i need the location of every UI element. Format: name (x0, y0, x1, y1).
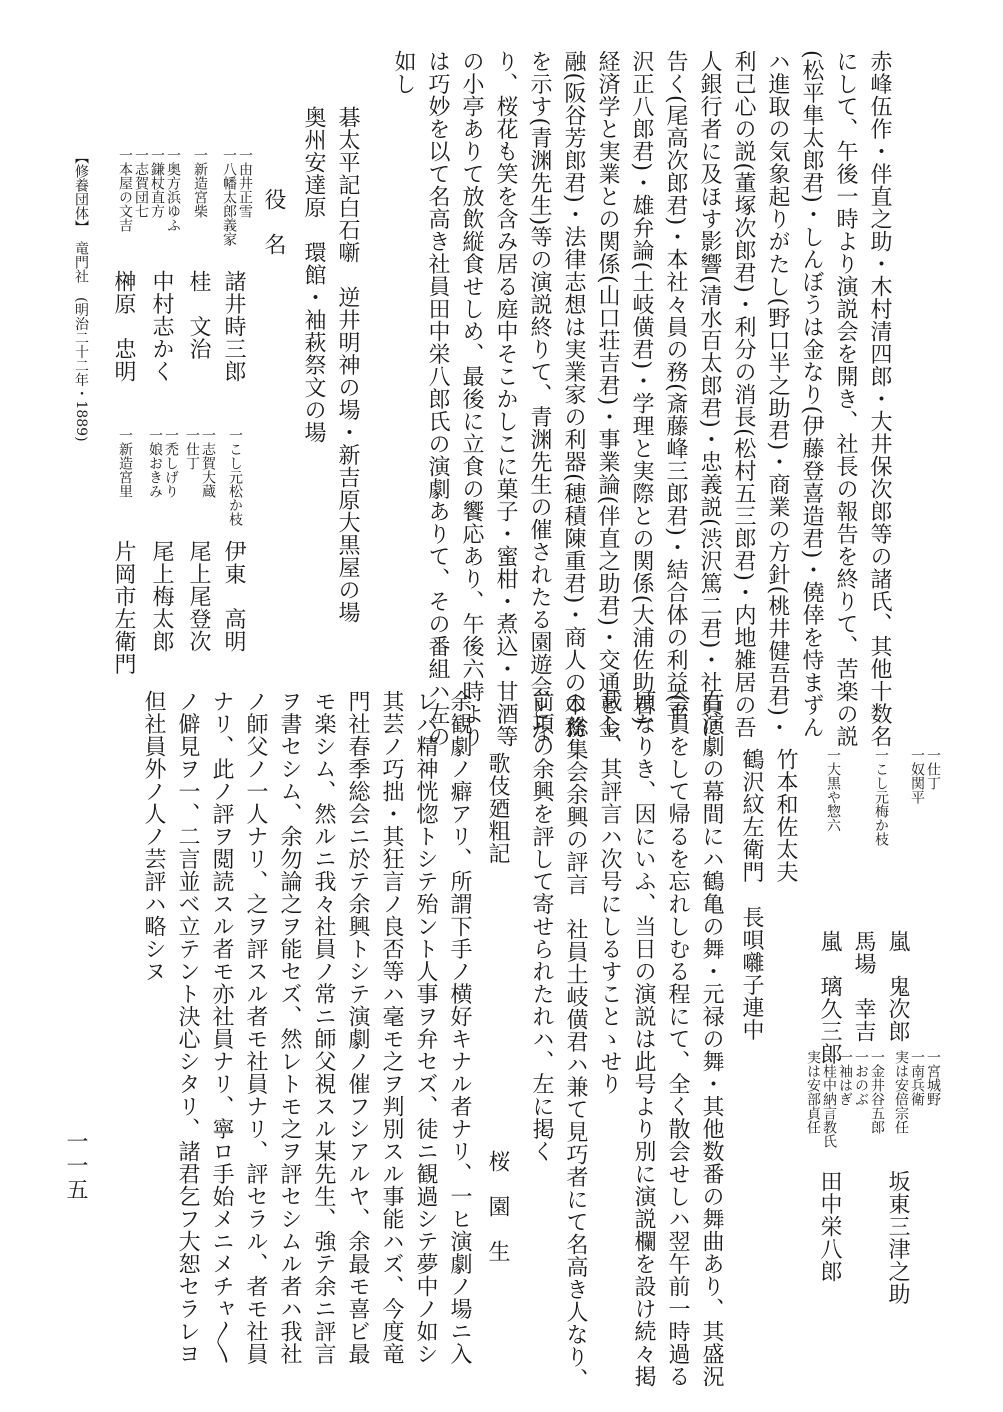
review-title: 歌伎廼粗記 (485, 752, 510, 865)
text-line: の小亭ありて放飲縦食せしめ、最後に立食の饗応あり、午後六時より (459, 50, 484, 748)
cast-actor: 馬場 幸吉 (851, 930, 876, 1043)
text-line: 利己心の説(董塚次郎君)・利分の消長(松村五三郎君)・内地雑居の吾 (731, 50, 756, 739)
text-line: ヲ書セシム、余勿論之ヲ能セズ、然レトモ之ヲ評セシムル者ハ我社 (277, 690, 302, 1365)
cast-actor: 尾上梅太郎 (149, 540, 174, 653)
page-number: 一一五 (63, 1130, 88, 1202)
text-line: 右演劇の幕間にハ鶴亀の舞・元禄の舞・其他数番の舞曲あり、其盛況 (699, 690, 724, 1388)
text-line: 頃なりき、因にいふ、当日の演説は此号より別に演説欄を設け続々掲 (631, 690, 656, 1388)
cast-actor: 嵐 鬼次郎 (885, 930, 910, 1043)
cast-role: 一禿しげり (163, 428, 179, 498)
text-line: 赤峰伍作・伴直之助・木村清四郎・大井保次郎等の諸氏、其他十数名 (867, 50, 892, 748)
review-intro: 前項の余興を評して寄せられたれハ、左に掲く (529, 690, 554, 1163)
cast-role: 一志賀団七 (133, 148, 149, 218)
cast-actor: 片岡市左衛門 (111, 540, 136, 675)
source-note: 【修養団体】 竜門社 (明治二十二年・1889) (73, 150, 89, 442)
text-line: は巧妙を以て名高き社員田中栄八郎氏の演劇ありて、その番組ハ左の (425, 50, 450, 748)
cast-actor: 中村志かく (149, 270, 174, 383)
cast-role: 一大黒や惣六 (825, 748, 841, 832)
text-line: 人銀行者に及ほす影響(清水百太郎君)・忠義説(渋沢篤二君)・社員に (697, 50, 722, 739)
cast-actor: 田中栄八郎 (817, 1170, 842, 1283)
text-line: (松平隼太郎君)・しんぼうは金なり(伊藤登喜造君)・僥倖を恃まずん (799, 50, 824, 739)
cast-role: 一金井谷五郎 (869, 1050, 885, 1134)
cast-heading: 役 名 (261, 188, 286, 256)
text-line: モ楽シム、然ルニ我々社員ノ常ニ師父視スル某先生、強テ余ニ評言 (311, 690, 336, 1365)
text-line: 但社員外ノ人ノ芸評ハ略シヌ (141, 690, 166, 983)
program-title: 奥州安達原 環館・袖萩祭文の場 (301, 106, 326, 444)
text-line: レバ精神恍惚トシテ殆ント人事ヲ弁セズ、徒ニ観過シテ夢中ノ如シ (413, 690, 438, 1365)
cast-role: 実は安部貞任 (805, 1050, 821, 1134)
text-line: 沢正八郎君)・雄弁論(土岐僙君)・学理と実際との関係(大浦佐助君) (629, 50, 654, 726)
cast-role: 一娘おきみ (147, 428, 163, 498)
text-line: 告く(尾高次郎君)・本社々員の務(斎藤峰三郎君)・結合体の利益(平 (663, 50, 688, 726)
cast-role: 一新造宮柴 (192, 148, 208, 218)
cast-role: 一由井正雪 (237, 148, 253, 218)
cast-role: 一桂中納言教氏 (821, 1050, 837, 1148)
cast-actor: 伊東 高明 (221, 540, 246, 653)
cast-actor: 尾上尾登次 (186, 540, 211, 653)
text-line: り、桜花も笑を含み居る庭中そこかしこに菓子・蜜柑・煮込・甘酒等 (493, 50, 518, 748)
musician: 鶴沢紋左衛門 (739, 748, 764, 883)
text-line: 如し (391, 50, 416, 95)
text-line: 会員をして帰るを忘れしむる程にて、全く散会せしハ翌午前一時過る (665, 690, 690, 1388)
program-title: 碁太平記白石噺 逆井明神の場・新吉原大黒屋の場 (335, 106, 360, 624)
cast-actor: 諸井時三郎 (221, 270, 246, 383)
musician: 竹本和佐太夫 (773, 748, 798, 883)
cast-role: 実は安倍宗任 (893, 1050, 909, 1134)
cast-actor: 坂東三津之助 (885, 1170, 910, 1305)
cast-role: 一八幡太郎義家 (221, 148, 237, 246)
cast-role: 一本屋の文吉 (117, 148, 133, 232)
cast-role: 一新造宮里 (117, 428, 133, 498)
text-line: ナリ、此ノ評ヲ閲読スル者モ亦社員ナリ、寧ロ手始メニメチャ〱 (209, 690, 234, 1365)
cast-role: 一仕丁 (925, 748, 941, 790)
cast-role: 一仕丁 (184, 428, 200, 470)
text-line: 其芸ノ巧拙・其狂言ノ良否等ハ毫モ之ヲ判別スル事能ハズ、今度竜 (379, 690, 404, 1365)
cast-role: 一志賀大蔵 (200, 428, 216, 498)
cast-actor: 榊原 忠明 (111, 270, 136, 383)
text-line: ノ師父ノ一人ナリ、之ヲ評スル者モ社員ナリ、評セラル、者モ社員 (243, 690, 268, 1365)
cast-actor: 桂 文治 (186, 270, 211, 360)
text-line: を示す(青渊先生)等の演説終りて、青渊先生の催されたる園遊会とな (527, 50, 552, 744)
review-intro: ○総集会余興の評言 社員土岐僙君ハ兼て見巧者にて名高き人なり、 (563, 690, 588, 1391)
cast-actor: 嵐 璃久三郎 (817, 930, 842, 1065)
cast-role: 一鎌杖直方 (149, 148, 165, 218)
cast-role: 一南兵衛 (909, 1050, 925, 1106)
text-line: 載し、其評言ハ次号にしるすことゝせり (597, 690, 622, 1095)
cast-role: 一おのぶ (853, 1050, 869, 1106)
text-line: 余観劇ノ癖アリ、所謂下手ノ横好キナル者ナリ、一ヒ演劇ノ場ニ入 (447, 690, 472, 1365)
cast-role: 一奥方浜ゆふ (165, 148, 181, 232)
text-line: 経済学と実業との関係(山口荘吉君)・事業論(伴直之助君)・交通と金 (595, 50, 620, 739)
review-author: 桜 園 生 (485, 1150, 510, 1263)
text-line: ハ進取の気象起りがたし(野口半之助君)・商業の方針(桃井健吾君)・ (765, 50, 790, 739)
cast-role: 一袖はぎ (837, 1050, 853, 1106)
cast-role: 一奴関平 (909, 748, 925, 804)
cast-role: 一こし元梅か枝 (873, 748, 889, 846)
text-line: 門社春季総会ニ於テ余興トシテ演劇ノ催フシアルヤ、余最モ喜ビ最 (345, 690, 370, 1365)
text-line: 融(阪谷芳郎君)・法律志想は実業家の利器(穂積陳重君)・商人の本務 (561, 50, 586, 739)
musician: 長唄囃子連中 (739, 906, 764, 1041)
text-line: にして、午後一時より演説会を開き、社長の報告を終りて、苦楽の説 (833, 50, 858, 748)
cast-role: 一こし元松か枝 (227, 428, 243, 526)
cast-role: 一宮城野 (925, 1050, 941, 1106)
text-line: ノ僻見ヲ一、二言並ベ立テント決心シタリ、諸君乞フ大恕セラレヨ (175, 690, 200, 1365)
